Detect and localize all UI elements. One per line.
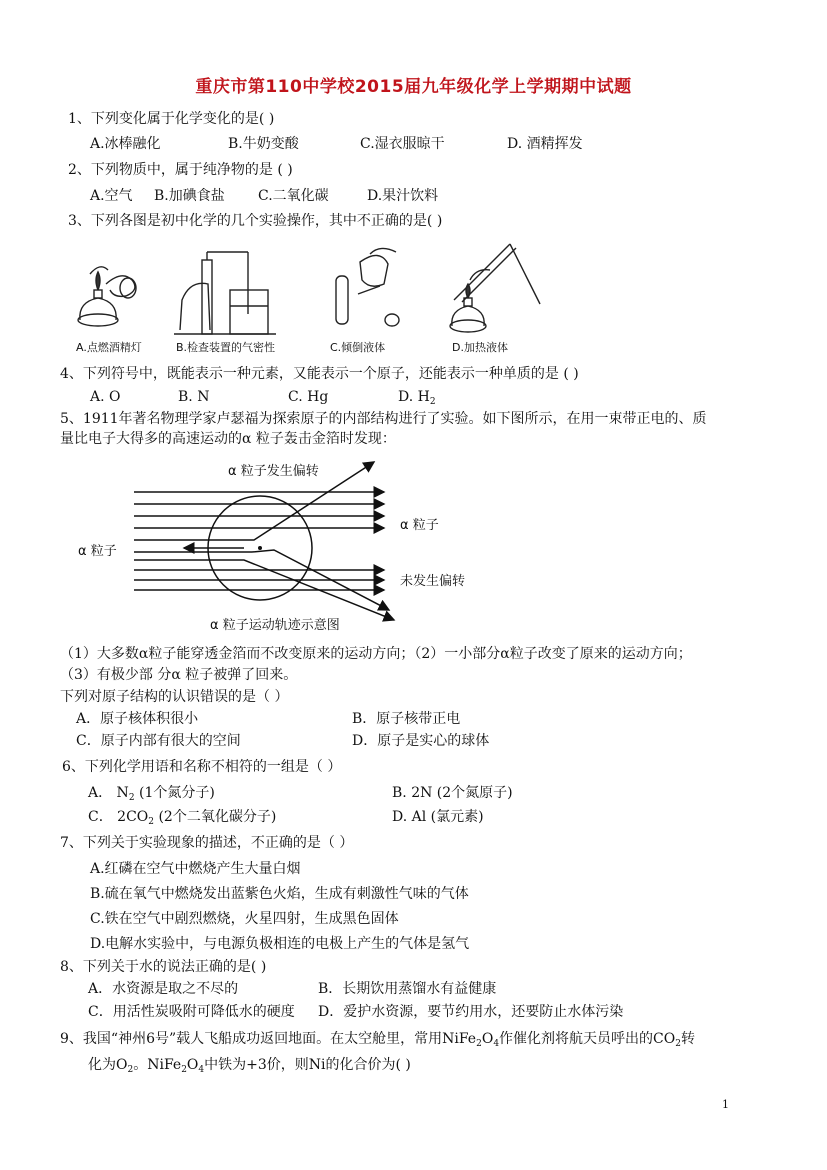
label-not-deflected: 未发生偏转 bbox=[400, 574, 466, 589]
pouring-liquid-illustration bbox=[336, 248, 399, 326]
question-5-stem-line1: 5、1911年著名物理学家卢瑟福为探索原子的内部结构进行了实验。如下图所示，在用一束带正电的、质 bbox=[60, 411, 707, 427]
question-6-stem: 6、下列化学用语和名称不相符的一组是（ ） bbox=[62, 759, 342, 775]
question-5-option-c: C．原子内部有很大的空间 bbox=[76, 733, 241, 749]
question-1-option-a: A.冰棒融化 bbox=[90, 136, 161, 152]
question-5-observation-line2: （3）有极少部 分α 粒子被弹了回来。 bbox=[60, 667, 298, 683]
question-2-option-b: B.加碘食盐 bbox=[154, 188, 225, 204]
figure-c-caption: C.倾倒液体 bbox=[330, 341, 386, 354]
page-number: 1 bbox=[722, 1098, 729, 1111]
question-7-option-d: D.电解水实验中，与电源负极相连的电极上产生的气体是氢气 bbox=[90, 936, 470, 952]
question-2-option-d: D.果汁饮料 bbox=[367, 188, 439, 204]
page-title: 重庆市第110中学校2015届九年级化学上学期期中试题 bbox=[195, 77, 632, 97]
question-9-line2: 化为$O_2$。$NiFe_2O_4$中铁为+3价，则Ni的化合价为( ) bbox=[88, 1057, 411, 1075]
question-5-option-a: A．原子核体积很小 bbox=[76, 711, 199, 727]
figure-b-caption: B.检查装置的气密性 bbox=[176, 341, 276, 354]
figure-d-caption: D.加热液体 bbox=[452, 341, 508, 354]
label-alpha-left: α 粒子 bbox=[78, 544, 117, 559]
question-8-option-d: D．爱护水资源，要节约用水，还要防止水体污染 bbox=[318, 1004, 624, 1020]
question-8-option-a: A．水资源是取之不尽的 bbox=[88, 981, 239, 997]
question-7-option-c: C.铁在空气中剧烈燃烧，火星四射，生成黑色固体 bbox=[90, 911, 399, 927]
airtightness-check-illustration bbox=[174, 252, 276, 334]
heating-liquid-illustration bbox=[450, 244, 540, 332]
label-deflected: α 粒子发生偏转 bbox=[228, 464, 319, 479]
question-5-option-d: D．原子是实心的球体 bbox=[352, 733, 490, 749]
question-9-line1: 9、我国“神州6号”载人飞船成功返回地面。在太空舱里，常用$NiFe_2O_4$作催化剂将航天员呼出的$CO_2$转 bbox=[60, 1031, 695, 1049]
question-7-stem: 7、下列关于实验现象的描述，不正确的是（ ） bbox=[60, 835, 354, 851]
figure-caption: α 粒子运动轨迹示意图 bbox=[210, 618, 340, 633]
question-5-stem-line2: 量比电子大得多的高速运动的α 粒子轰击金箔时发现： bbox=[60, 431, 396, 447]
question-2-option-c: C.二氧化碳 bbox=[258, 188, 329, 204]
question-1-option-b: B.牛奶变酸 bbox=[228, 136, 299, 152]
question-1-option-c: C.湿衣服晾干 bbox=[360, 136, 445, 152]
question-8-option-b: B．长期饮用蒸馏水有益健康 bbox=[318, 981, 497, 997]
question-8-stem: 8、下列关于水的说法正确的是( ) bbox=[60, 959, 267, 975]
question-6-option-d: D. Al (氯元素) bbox=[392, 809, 484, 825]
question-7-option-b: B.硫在氧气中燃烧发出蓝紫色火焰，生成有刺激性气味的气体 bbox=[90, 886, 469, 902]
question-4-option-b: B. N bbox=[178, 389, 210, 405]
question-3-stem: 3、下列各图是初中化学的几个实验操作，其中不正确的是( ) bbox=[68, 213, 443, 229]
question-6-option-a: A． $N_2$ (1个氮分子) bbox=[88, 785, 215, 803]
question-5-observation-line1: （1）大多数α粒子能穿透金箔而不改变原来的运动方向；（2）一小部分α粒子改变了原来的运动方向； bbox=[60, 646, 692, 662]
lab-operations-figure bbox=[70, 240, 550, 350]
question-4-option-d: D. $H_2$ bbox=[398, 389, 436, 407]
question-2-stem: 2、下列物质中，属于纯净物的是 ( ) bbox=[68, 162, 293, 178]
alpha-scattering-diagram bbox=[74, 452, 474, 640]
question-6-option-c: C． $2CO_2$ (2个二氧化碳分子) bbox=[88, 809, 277, 827]
question-5-option-b: B．原子核带正电 bbox=[352, 711, 461, 727]
question-5-ask: 下列对原子结构的认识错误的是（ ） bbox=[60, 689, 289, 705]
question-6-option-b: B. 2N (2个氮原子) bbox=[392, 785, 513, 801]
question-4-option-c: C. Hg bbox=[288, 389, 329, 405]
question-4-stem: 4、下列符号中，既能表示一种元素，又能表示一个原子，还能表示一种单质的是 ( ) bbox=[60, 366, 579, 382]
question-1-option-d: D. 酒精挥发 bbox=[507, 136, 583, 152]
question-8-option-c: C．用活性炭吸附可降低水的硬度 bbox=[88, 1004, 295, 1020]
label-alpha-right: α 粒子 bbox=[400, 518, 439, 533]
question-7-option-a: A.红磷在空气中燃烧产生大量白烟 bbox=[90, 861, 301, 877]
figure-a-caption: A.点燃酒精灯 bbox=[76, 341, 142, 354]
question-1-stem: 1、下列变化属于化学变化的是( ) bbox=[68, 111, 275, 127]
question-2-option-a: A.空气 bbox=[90, 188, 133, 204]
question-4-option-a: A. O bbox=[90, 389, 121, 405]
lighting-lamp-illustration bbox=[78, 267, 136, 326]
